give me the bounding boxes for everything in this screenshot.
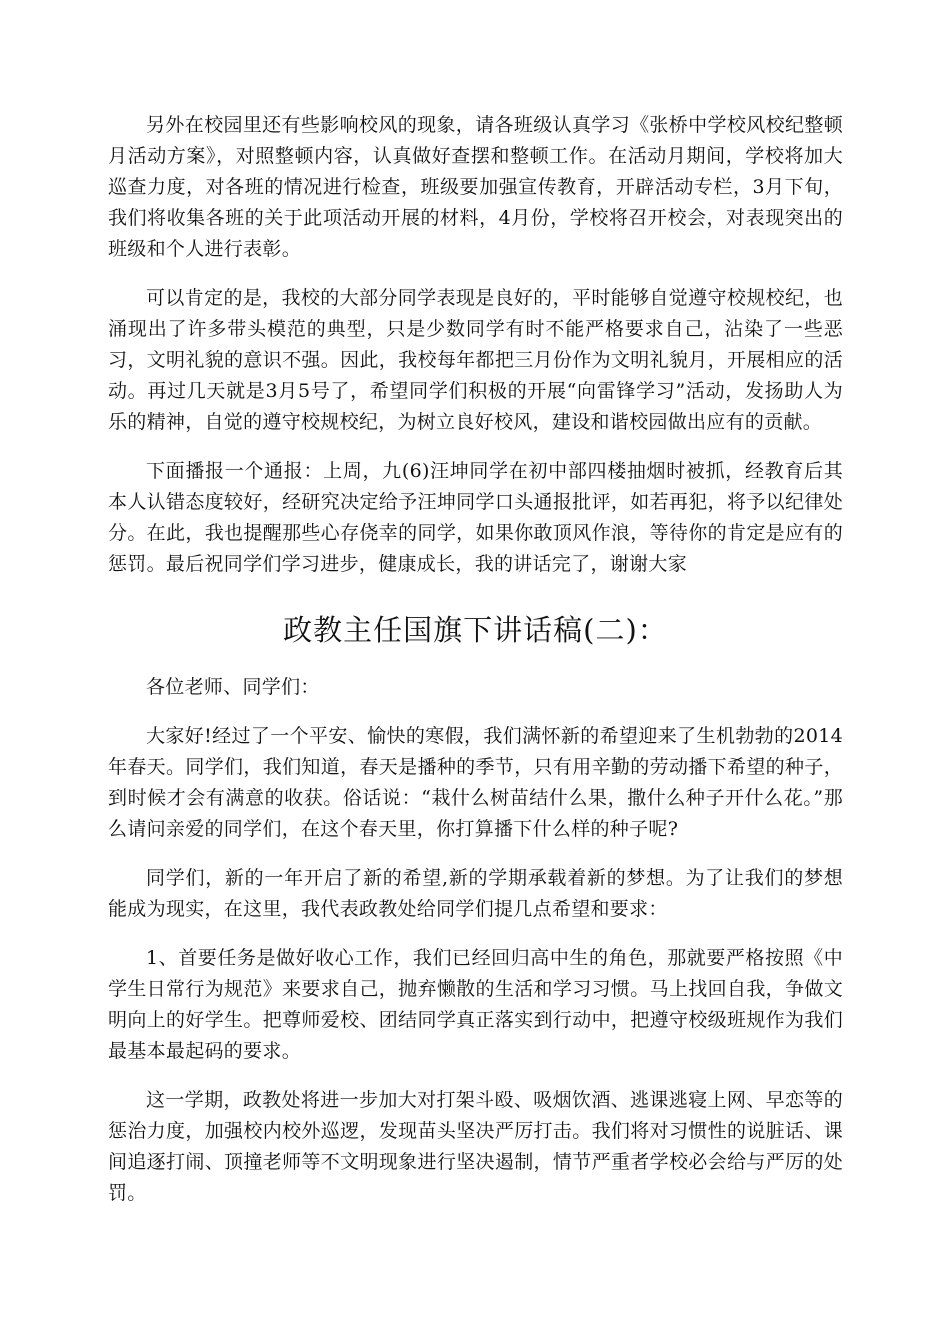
paragraph-greeting: 大家好!经过了一个平安、愉快的寒假，我们满怀新的希望迎来了生机勃勃的2014年春天。同学们，我们知道，春天是播种的季节，只有用辛勤的劳动播下希望的种子，到时候才会有满意的收获。俗话说：“栽什么树苗结什么果，撒什么种子开什么花。”那么请问亲爱的同学们，在这个春天里，你打算播下什么样的种子呢? [108, 725, 843, 840]
paragraph-discipline: 这一学期，政教处将进一步加大对打架斗殴、吸烟饮酒、逃课逃寝上网、早恋等的惩治力度，加强校内校外巡逻，发现苗头坚决严厉打击。我们将对习惯性的说脏话、课间追逐打闹、顶撞老师等不文明现象进行坚决遏制，情节严重者学校必会给与严厉的处罚。 [108, 1089, 843, 1204]
paragraph-salutation: 各位老师、同学们： [146, 676, 320, 698]
paragraph-campaign: 另外在校园里还有些影响校风的现象，请各班级认真学习《张桥中学校风校纪整顿月活动方案》，对照整顿内容，认真做好查摆和整顿工作。在活动月期间，学校将加大巡查力度，对各班的情况进行检查，班级要加强宣传教育，开辟活动专栏，3月下旬，我们将收集各班的关于此项活动开展的材料，4月份，学校将召开校会，对表现突出的班级和个人进行表彰。 [108, 114, 843, 260]
paragraph-notice: 下面播报一个通报：上周，九(6)汪坤同学在初中部四楼抽烟时被抓，经教育后其本人认错态度较好，经研究决定给予汪坤同学口头通报批评，如若再犯，将予以纪律处分。在此，我也提醒那些心存侥幸的同学，如果你敢顶风作浪，等待你的肯定是应有的惩罚。最后祝同学们学习进步，健康成长，我的讲话完了，谢谢大家 [108, 460, 843, 575]
document-page [108, 110, 843, 1209]
paragraph-requirement-1: 1、首要任务是做好收心工作，我们已经回归高中生的角色，那就要严格按照《中学生日常行为规范》来要求自己，抛弃懒散的生活和学习习惯。马上找回自我，争做文明向上的好学生。把尊师爱校、团结同学真正落实到行动中，把遵守校级班规作为我们最基本最起码的要求。 [108, 947, 843, 1062]
section-title: 政教主任国旗下讲话稿(二)： [283, 613, 668, 647]
paragraph-civility-month: 可以肯定的是，我校的大部分同学表现是良好的，平时能够自觉遵守校规校纪，也涌现出了许多带头模范的典型，只是少数同学有时不能严格要求自己，沾染了一些恶习，文明礼貌的意识不强。因此，我校每年都把三月份作为文明礼貌月，开展相应的活动。再过几天就是3月5号了，希望同学们积极的开展“向雷锋学习”活动，发扬助人为乐的精神，自觉的遵守校规校纪，为树立良好校风，建设和谐校园做出应有的贡献。 [108, 287, 843, 433]
paragraph-new-hopes: 同学们，新的一年开启了新的希望,新的学期承载着新的梦想。为了让我们的梦想能成为现实，在这里，我代表政教处给同学们提几点希望和要求： [108, 867, 843, 920]
